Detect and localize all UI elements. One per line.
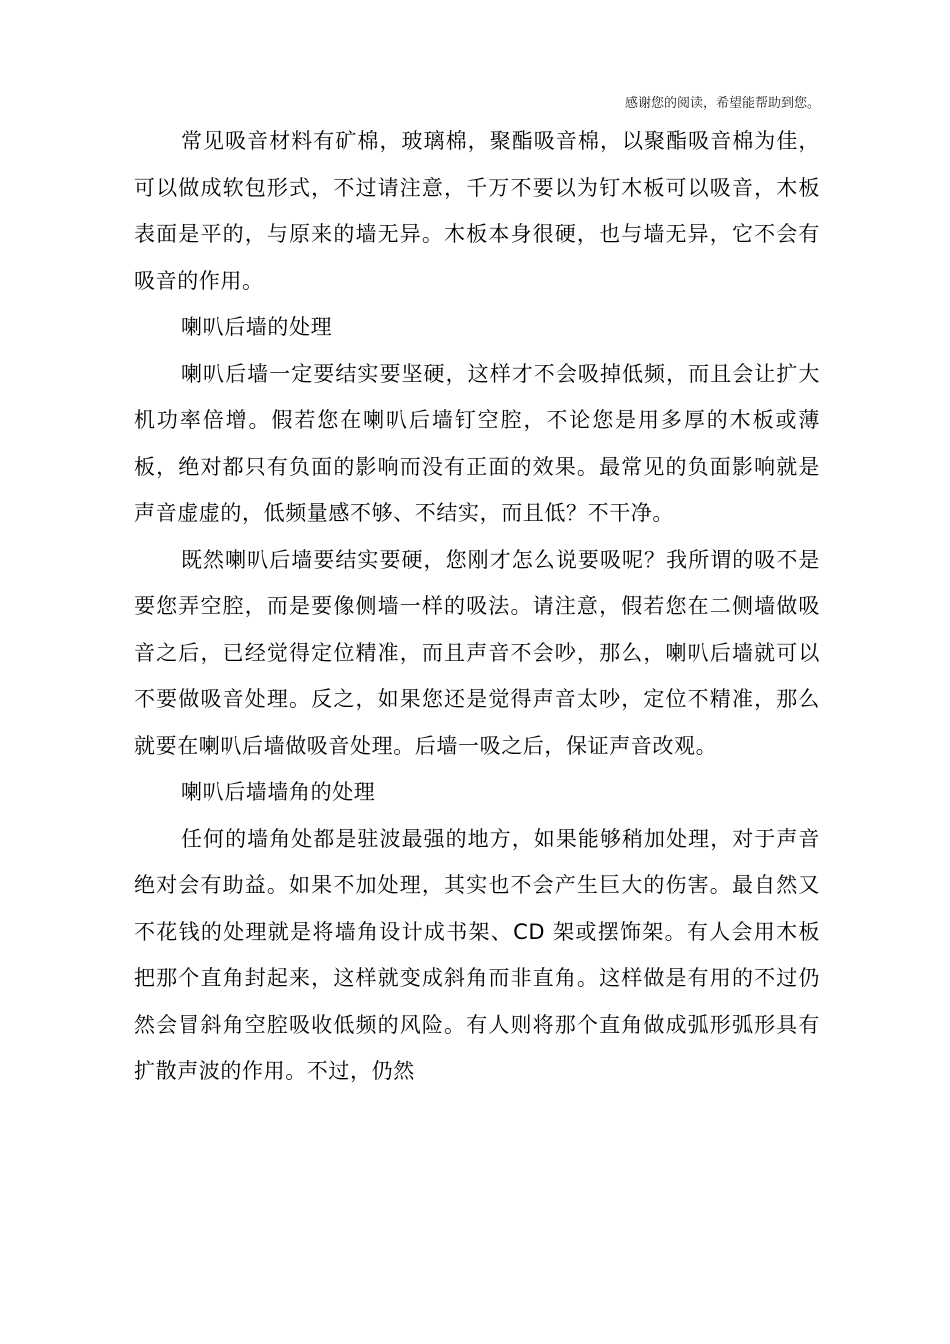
paragraph-rear-wall-absorption: 既然喇叭后墙要结实要硬，您刚才怎么说要吸呢？我所谓的吸不是要您弄空腔，而是要像侧墙一样的吸法。请注意，假若您在二侧墙做吸音之后，已经觉得定位精准，而且声音不会吵，那么，喇叭后墙就可以不要做吸音处理。反之，如果您还是觉得声音太吵，定位不精准，那么就要在喇叭后墙做吸音处理。后墙一吸之后，保证声音改观。 bbox=[134, 547, 820, 758]
header-note: 感谢您的阅读，希望能帮助到您。 bbox=[624, 96, 820, 111]
section-heading-rear-wall-corner: 喇叭后墙墙角的处理 bbox=[181, 780, 376, 804]
section-heading-rear-wall: 喇叭后墙的处理 bbox=[181, 315, 333, 339]
document-body bbox=[134, 118, 820, 1095]
paragraph-absorption-materials: 常见吸音材料有矿棉，玻璃棉，聚酯吸音棉，以聚酯吸音棉为佳，可以做成软包形式，不过请注意，千万不要以为钉木板可以吸音，木板表面是平的，与原来的墙无异。木板本身很硬，也与墙无异，它不会有吸音的作用。 bbox=[134, 129, 820, 293]
paragraph-corner-treatment: 任何的墙角处都是驻波最强的地方，如果能够稍加处理，对于声音绝对会有助益。如果不加处理，其实也不会产生巨大的伤害。最自然又不花钱的处理就是将墙角设计成书架、CD 架或摆饰架。有人会用木板把那个直角封起来，这样就变成斜角而非直角。这样做是有用的不过仍然会冒斜角空腔吸收低频的风险。有人则将那个直角做成弧形弧形具有扩散声波的作用。不过，仍然 bbox=[134, 826, 820, 1083]
paragraph-rear-wall-solid: 喇叭后墙一定要结实要坚硬，这样才不会吸掉低频，而且会让扩大机功率倍增。假若您在喇叭后墙钉空腔，不论您是用多厚的木板或薄板，绝对都只有负面的影响而没有正面的效果。最常见的负面影响就是声音虚虚的，低频量感不够、不结实，而且低？不干净。 bbox=[134, 361, 820, 525]
